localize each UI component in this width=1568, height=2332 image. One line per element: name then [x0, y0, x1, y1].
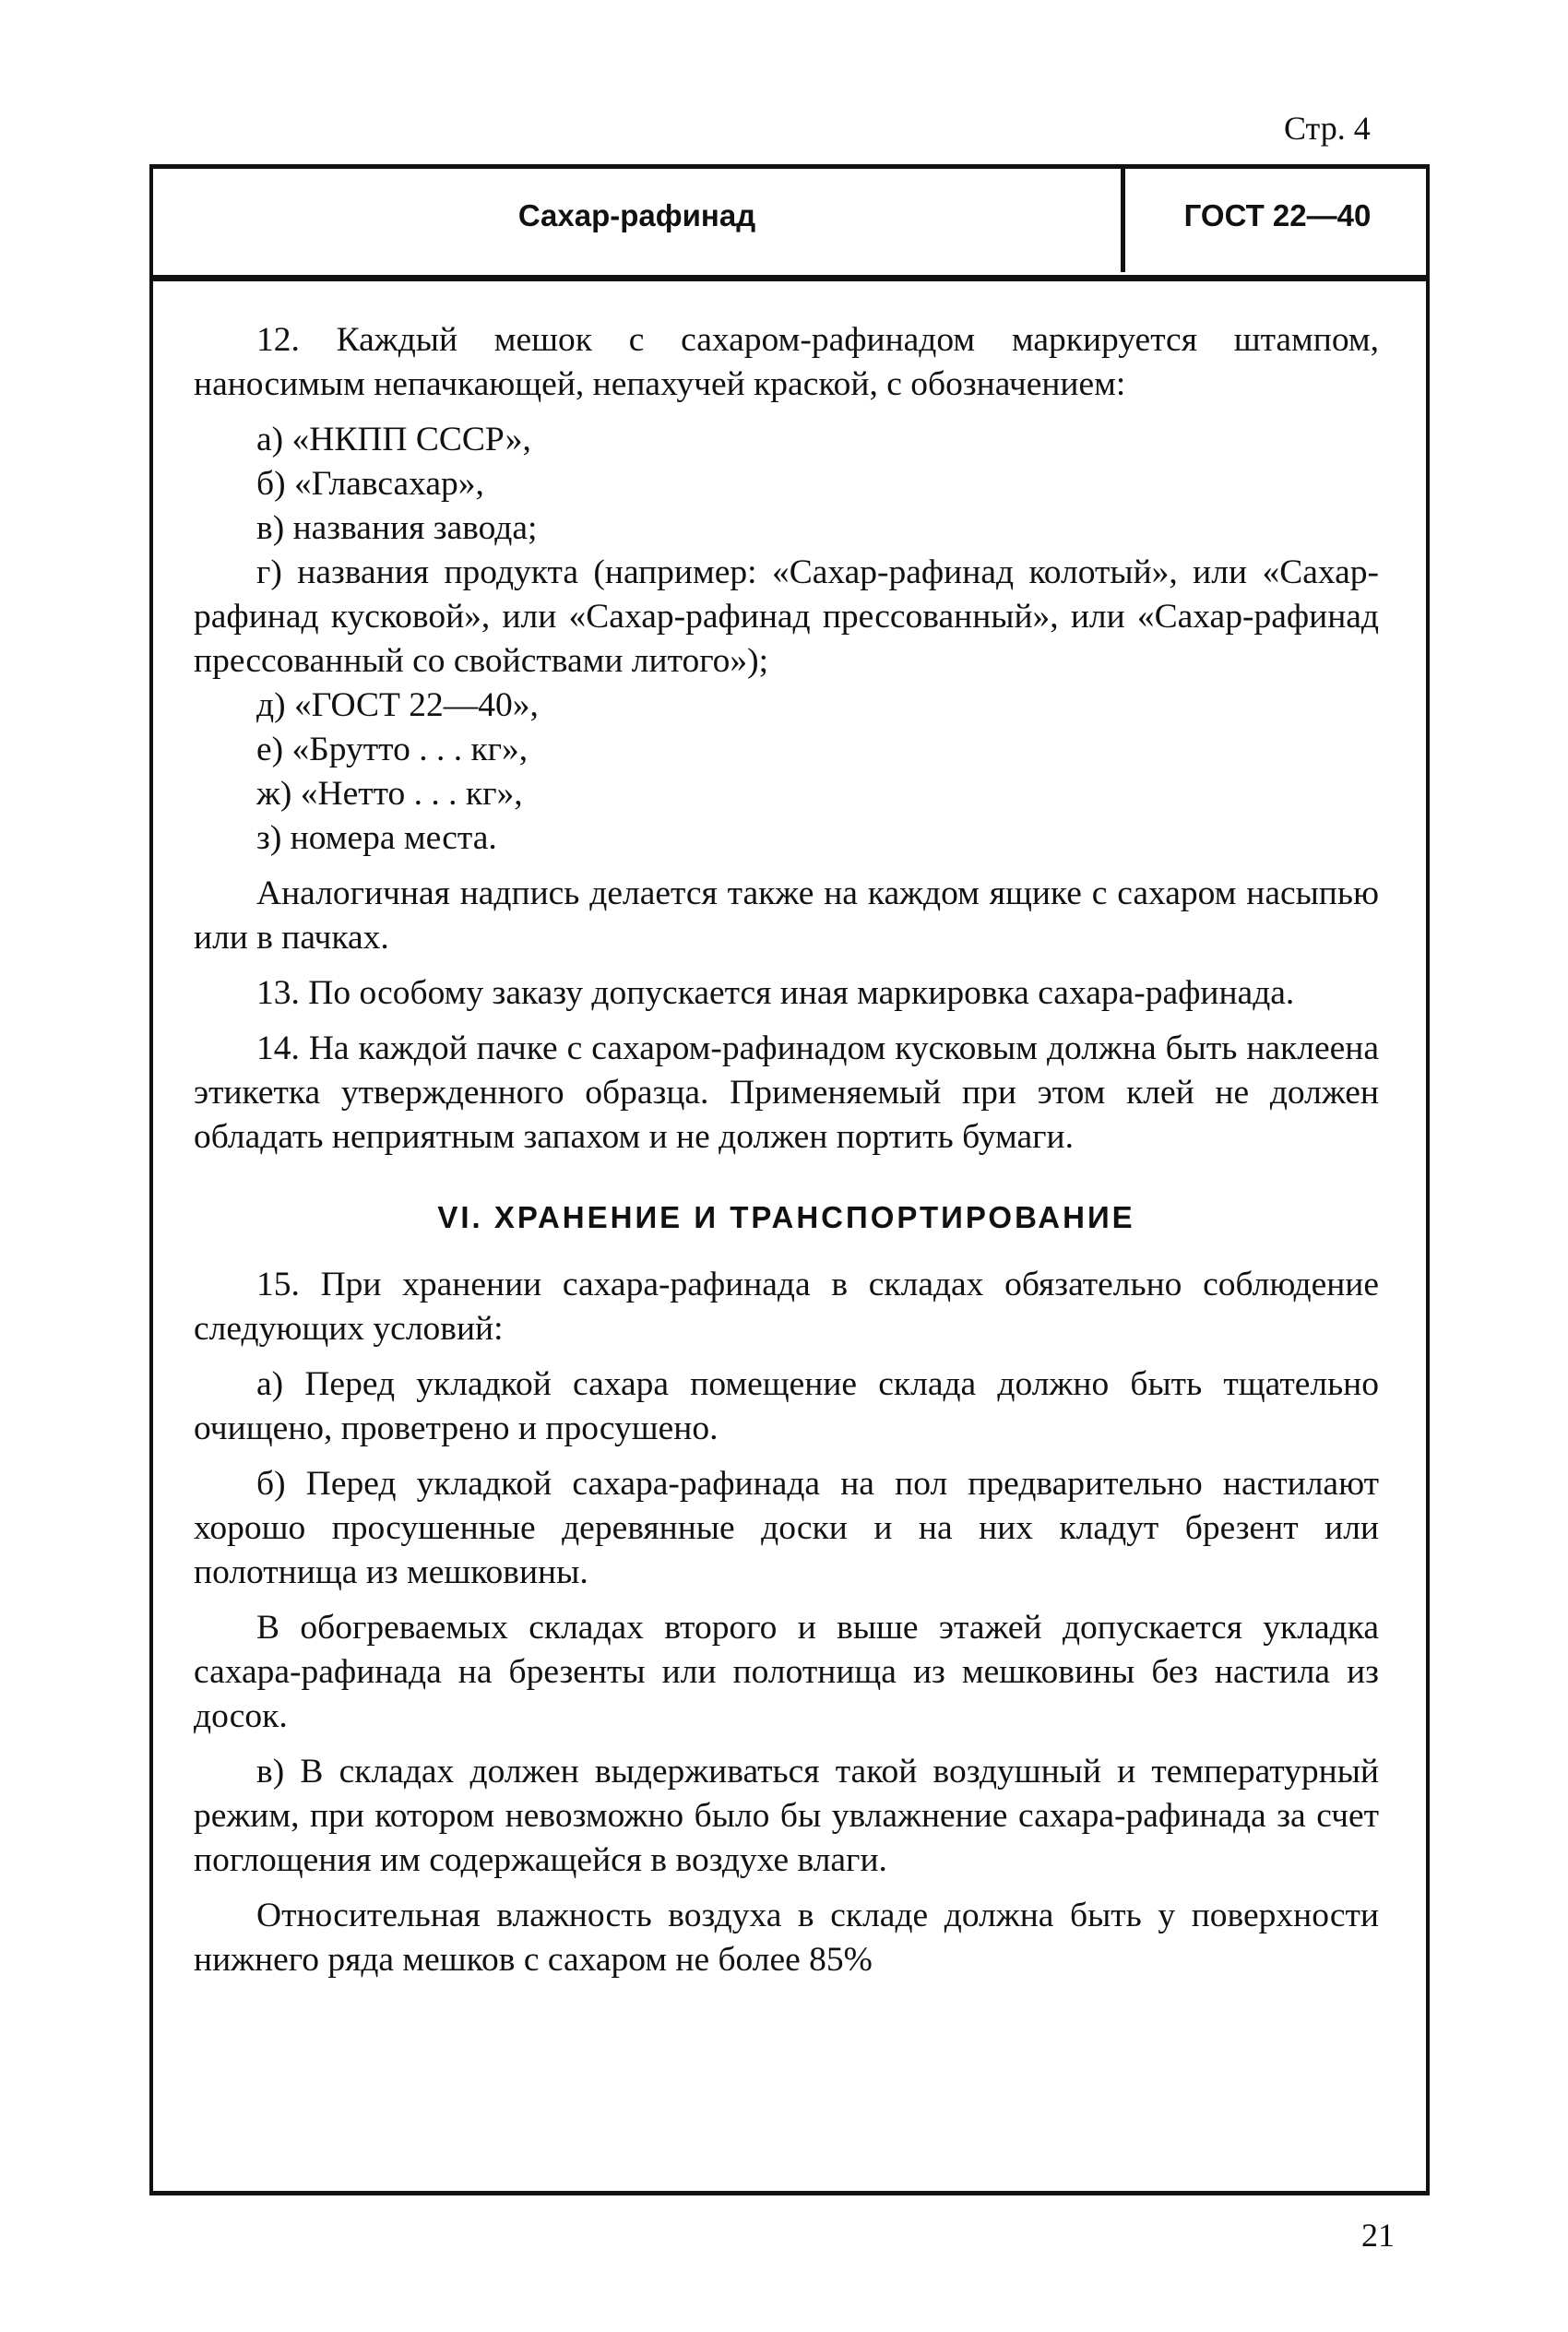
paragraph-15b: б) Перед укладкой сахара-рафинада на пол предварительно настилают хорошо просушенные деревянные доски и на них кладут брезент или полотнища из мешковины.: [194, 1465, 1379, 1591]
list-item: е) «Брутто . . . кг»,: [256, 731, 529, 768]
list-item: а) «НКПП СССР»,: [256, 421, 531, 458]
paragraph-12-note: Аналогичная надпись делается также на каждом ящике с сахаром насыпью или в пачках.: [194, 874, 1379, 957]
paragraph-15a: а) Перед укладкой сахара помещение склада должно быть тщательно очищено, проветрено и просушено.: [194, 1365, 1379, 1447]
paragraph-15: 15. При хранении сахара-рафинада в складах обязательно соблюдение следующих условий:: [194, 1266, 1379, 1348]
list-item: з) номера места.: [256, 819, 497, 857]
header-standard: ГОСТ 22—40: [1183, 198, 1372, 232]
list-item: в) названия завода;: [256, 509, 538, 547]
document-body: [194, 318, 1379, 1993]
list-item: б) «Главсахар»,: [256, 465, 484, 503]
list-item: ж) «Нетто . . . кг»,: [256, 775, 523, 813]
header-bottom-rule: [149, 275, 1430, 281]
frame-bottom-rule: [149, 2191, 1430, 2195]
paragraph-14: 14. На каждой пачке с сахаром-рафинадом кусковым должна быть наклеена этикетка утвержденного образца. Применяемый при этом клей не должен обладать неприятным запахом и не должен портить бумаги.: [194, 1029, 1379, 1156]
paragraph-15c-note: Относительная влажность воздуха в складе должна быть у поверхности нижнего ряда мешков с сахаром не более 85%: [194, 1897, 1379, 1979]
paragraph-12: 12. Каждый мешок с сахаром-рафинадом маркируется штампом, наносимым непачкающей, непахучей краской, с обозначением:: [194, 321, 1379, 403]
header-title: Сахар-рафинад: [517, 198, 756, 232]
paragraph-15b-note: В обогреваемых складах второго и выше этажей допускается укладка сахара-рафинада на брезенты или полотнища из мешковины без настила из досок.: [194, 1609, 1379, 1735]
list-item: г) названия продукта (например: «Сахар-рафинад колотый», или «Сахар-рафинад кусковой», или «Сахар-рафинад прессованный», или «Сахар-рафинад прессованный со свойствами литого»);: [194, 553, 1379, 680]
page-label: Стр. 4: [1284, 110, 1371, 147]
list-item: д) «ГОСТ 22—40»,: [256, 686, 539, 724]
section-heading: VI. ХРАНЕНИЕ И ТРАНСПОРТИРОВАНИЕ: [437, 1200, 1135, 1234]
footer-page-number: 21: [1361, 2217, 1395, 2254]
paragraph-13: 13. По особому заказу допускается иная маркировка сахара-рафинада.: [256, 974, 1295, 1012]
paragraph-15c: в) В складах должен выдерживаться такой воздушный и температурный режим, при котором невозможно было бы увлажнение сахара-рафинада за счет поглощения им содержащейся в воздухе влаги.: [194, 1753, 1379, 1879]
